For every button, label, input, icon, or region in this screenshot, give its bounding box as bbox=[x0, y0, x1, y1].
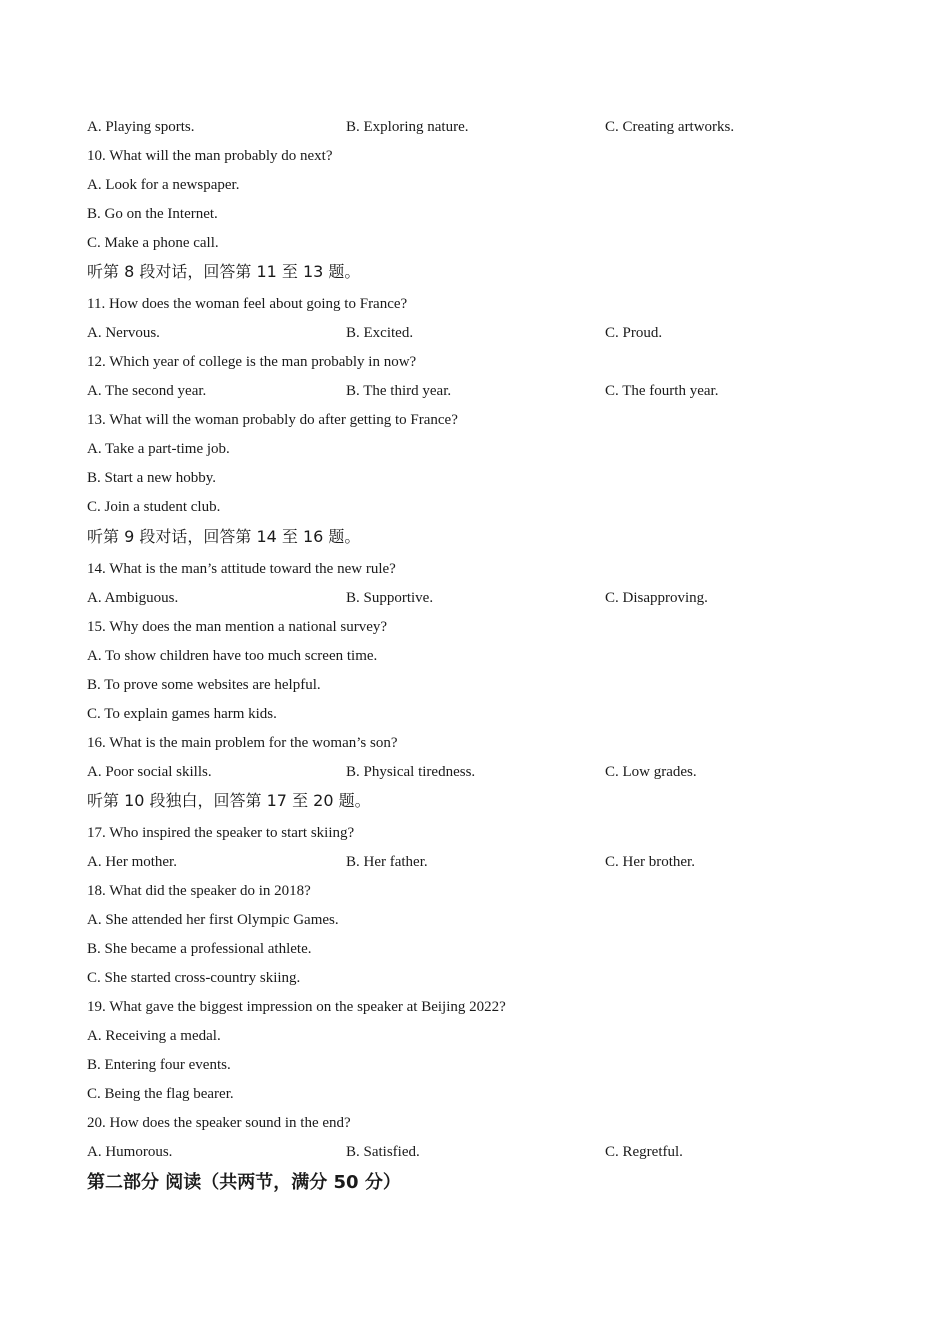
q12-option-b: B. The third year. bbox=[346, 383, 452, 399]
q15-option-c: C. To explain games harm kids. bbox=[87, 706, 277, 722]
q13-option-a: A. Take a part-time job. bbox=[87, 441, 230, 457]
q13-stem: 13. What will the woman probably do after getting to France? bbox=[87, 412, 458, 428]
q12-option-a: A. The second year. bbox=[87, 383, 207, 399]
section-8-heading: 听第 8 段对话，回答第 11 至 13 题。 bbox=[87, 262, 361, 281]
q16-option-b: B. Physical tiredness. bbox=[346, 764, 476, 780]
q19-option-b: B. Entering four events. bbox=[87, 1057, 231, 1073]
q20-option-b: B. Satisfied. bbox=[346, 1144, 420, 1160]
q11-option-b: B. Excited. bbox=[346, 325, 414, 341]
q14-stem: 14. What is the man’s attitude toward the new rule? bbox=[87, 561, 396, 577]
q18-stem: 18. What did the speaker do in 2018? bbox=[87, 883, 311, 899]
q10-option-c: C. Make a phone call. bbox=[87, 235, 219, 251]
q12-stem: 12. Which year of college is the man probably in now? bbox=[87, 354, 417, 370]
q10-option-a: A. Look for a newspaper. bbox=[87, 177, 240, 193]
q14-option-a: A. Ambiguous. bbox=[87, 590, 179, 606]
q18-option-b: B. She became a professional athlete. bbox=[87, 941, 312, 957]
q12-option-c: C. The fourth year. bbox=[605, 383, 719, 399]
q15-stem: 15. Why does the man mention a national survey? bbox=[87, 619, 388, 635]
q10-option-b: B. Go on the Internet. bbox=[87, 206, 218, 222]
q18-option-a: A. She attended her first Olympic Games. bbox=[87, 912, 339, 928]
q11-stem: 11. How does the woman feel about going to France? bbox=[87, 296, 408, 312]
q9-option-c: C. Creating artworks. bbox=[605, 119, 735, 135]
q11-option-a: A. Nervous. bbox=[87, 325, 160, 341]
q13-option-b: B. Start a new hobby. bbox=[87, 470, 217, 486]
q17-option-a: A. Her mother. bbox=[87, 854, 177, 870]
q19-option-a: A. Receiving a medal. bbox=[87, 1028, 221, 1044]
q20-option-a: A. Humorous. bbox=[87, 1144, 173, 1160]
q20-stem: 20. How does the speaker sound in the end? bbox=[87, 1115, 351, 1131]
q14-option-c: C. Disapproving. bbox=[605, 590, 708, 606]
q11-option-c: C. Proud. bbox=[605, 325, 663, 341]
q19-stem: 19. What gave the biggest impression on the speaker at Beijing 2022? bbox=[87, 999, 506, 1015]
q9-option-a: A. Playing sports. bbox=[87, 119, 195, 135]
q16-option-c: C. Low grades. bbox=[605, 764, 697, 780]
q16-option-a: A. Poor social skills. bbox=[87, 764, 212, 780]
q13-option-c: C. Join a student club. bbox=[87, 499, 221, 515]
q10-stem: 10. What will the man probably do next? bbox=[87, 148, 333, 164]
q17-option-b: B. Her father. bbox=[346, 854, 428, 870]
q20-option-c: C. Regretful. bbox=[605, 1144, 683, 1160]
q9-option-b: B. Exploring nature. bbox=[346, 119, 469, 135]
q19-option-c: C. Being the flag bearer. bbox=[87, 1086, 234, 1102]
q14-option-b: B. Supportive. bbox=[346, 590, 434, 606]
q18-option-c: C. She started cross-country skiing. bbox=[87, 970, 301, 986]
part-two-heading: 第二部分 阅读（共两节，满分 50 分） bbox=[87, 1172, 401, 1193]
q17-option-c: C. Her brother. bbox=[605, 854, 695, 870]
q15-option-a: A. To show children have too much screen time. bbox=[87, 648, 378, 664]
q16-stem: 16. What is the main problem for the woman’s son? bbox=[87, 735, 398, 751]
section-10-heading: 听第 10 段独白，回答第 17 至 20 题。 bbox=[87, 791, 371, 810]
q15-option-b: B. To prove some websites are helpful. bbox=[87, 677, 321, 693]
q17-stem: 17. Who inspired the speaker to start skiing? bbox=[87, 825, 355, 841]
section-9-heading: 听第 9 段对话，回答第 14 至 16 题。 bbox=[87, 527, 361, 546]
